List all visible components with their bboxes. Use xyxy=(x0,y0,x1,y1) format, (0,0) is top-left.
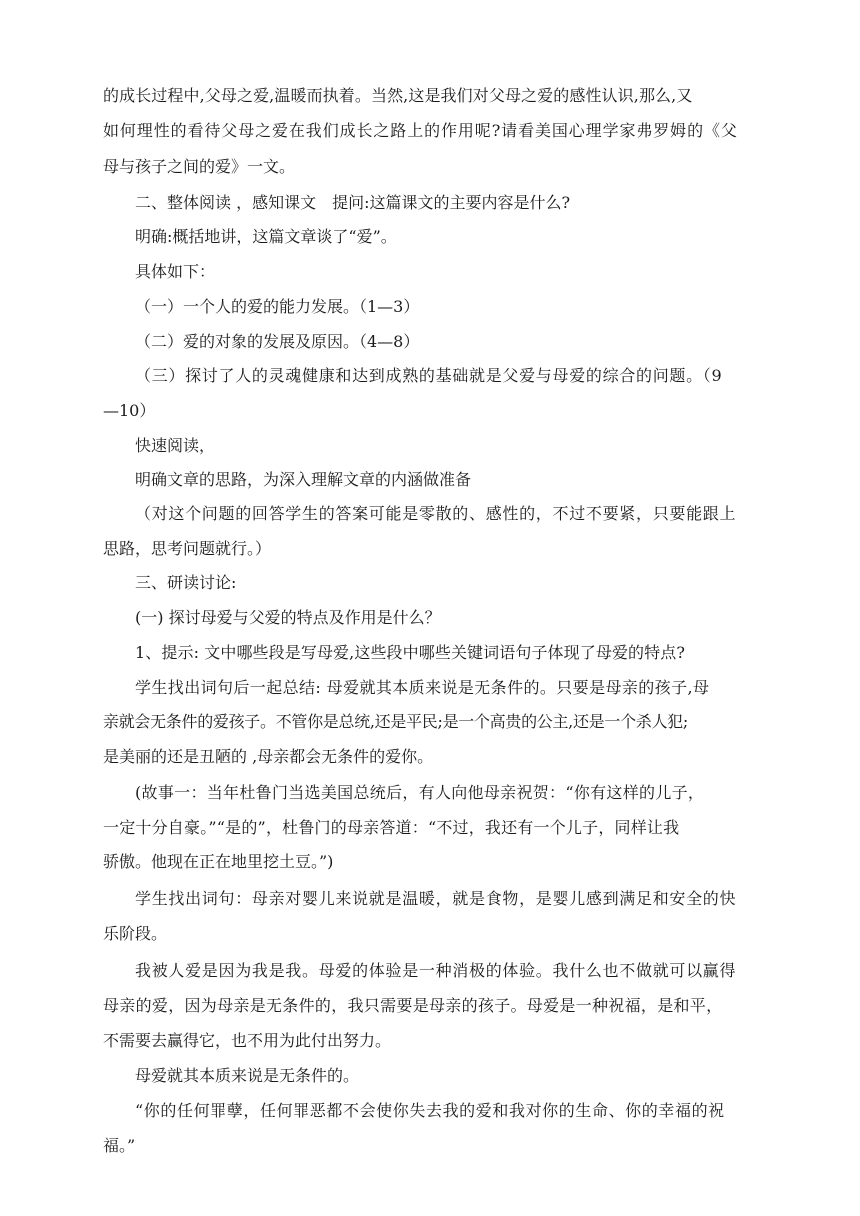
text-line: 学生找出词句后一起总结: 母爱就其本质来说是无条件的。只要是母亲的孩子,母 xyxy=(135,678,710,697)
text-line: 明确:概括地讲，这篇文章谈了“爱”。 xyxy=(135,227,397,246)
text-line: (故事一：当年杜鲁门当选美国总统后，有人向他母亲祝贺：“你有这样的儿子， xyxy=(135,783,705,802)
text-line: （对这个问题的回答学生的答案可能是零散的、感性的，不过不要紧，只要能跟上 xyxy=(135,504,737,523)
text-line: —10） xyxy=(103,401,156,420)
text-line: （一）一个人的爱的能力发展。（1—3） xyxy=(135,297,420,316)
text-line: 母亲的爱，因为母亲是无条件的，我只需要是母亲的孩子。母爱是一种祝福，是和平， xyxy=(103,996,723,1015)
text-line: 明确文章的思路，为深入理解文章的内涵做准备 xyxy=(135,470,472,489)
text-line: 二、整体阅读 ，感知课文 提问:这篇课文的主要内容是什么? xyxy=(135,193,571,212)
text-line: 的成长过程中,父母之爱,温暖而执着。当然,这是我们对父母之爱的感性认识,那么,又 xyxy=(103,86,693,105)
text-line: 我被人爱是因为我是我。母爱的体验是一种消极的体验。我什么也不做就可以赢得 xyxy=(135,961,737,980)
text-line: 一定十分自豪。”“是的”，杜鲁门的母亲答道：“不过，我还有一个儿子，同样让我 xyxy=(103,818,680,837)
text-line: 思路，思考问题就行。） xyxy=(103,539,272,558)
text-line: 学生找出词句：母亲对婴儿来说就是温暖，就是食物，是婴儿感到满足和安全的快 xyxy=(135,889,737,908)
text-line: 三、研读讨论: xyxy=(135,573,237,592)
text-line: 不需要去赢得它，也不用为此付出努力。 xyxy=(103,1031,392,1050)
text-line: （三）探讨了人的灵魂健康和达到成熟的基础就是父爱与母爱的综合的问题。（9 xyxy=(135,366,723,385)
text-line: “你的任何罪孽，任何罪恶都不会使你失去我的爱和我对你的生命、你的幸福的祝 xyxy=(135,1101,725,1120)
text-line: 具体如下： xyxy=(135,262,216,281)
text-line: 母爱就其本质来说是无条件的。 xyxy=(135,1066,360,1085)
text-line: 乐阶段。 xyxy=(103,924,168,943)
text-line: 1、提示: 文中哪些段是写母爱,这些段中哪些关键词语句子体现了母爱的特点? xyxy=(135,643,686,662)
text-line: 福。” xyxy=(103,1136,136,1155)
text-line: 快速阅读， xyxy=(135,436,216,455)
text-line: (一) 探讨母爱与父爱的特点及作用是什么？ xyxy=(135,608,441,627)
text-line: 如何理性的看待父母之爱在我们成长之路上的作用呢?请看美国心理学家弗罗姆的《父 xyxy=(103,121,738,140)
text-line: （二）爱的对象的发展及原因。（4—8） xyxy=(135,332,420,351)
text-line: 骄傲。他现在正在地里挖土豆。”) xyxy=(103,852,334,871)
text-line: 亲就会无条件的爱孩子。不管你是总统,还是平民;是一个高贵的公主,还是一个杀人犯; xyxy=(103,712,688,731)
text-line: 是美丽的还是丑陋的 ,母亲都会无条件的爱你。 xyxy=(103,747,434,766)
text-line: 母与孩子之间的爱》一文。 xyxy=(103,157,296,176)
